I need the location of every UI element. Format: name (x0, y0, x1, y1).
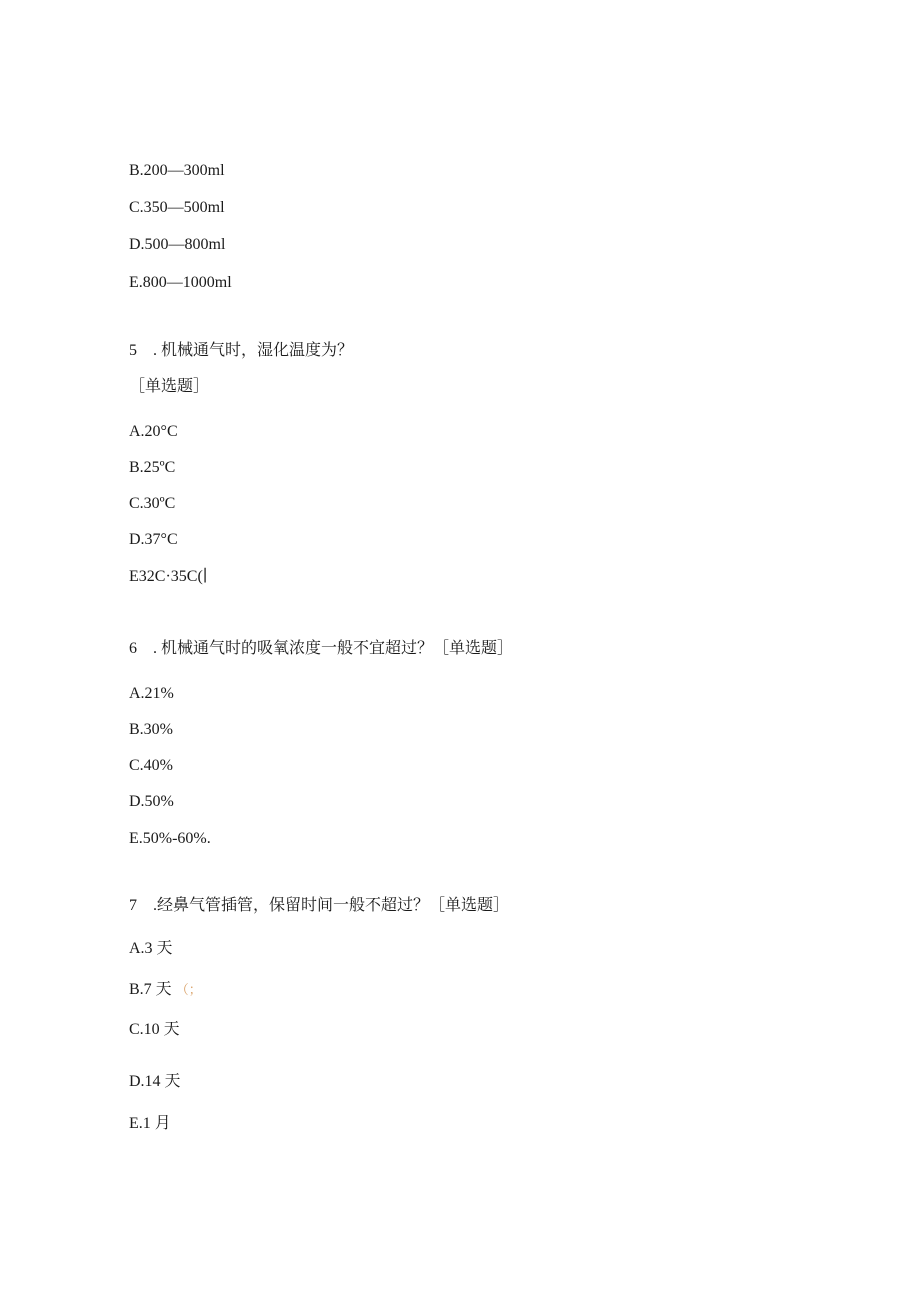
q6-stem (129, 639, 513, 659)
q6-option-b: B.30% (129, 721, 173, 738)
q7-number: 7 (129, 897, 137, 914)
q5-stem (129, 341, 353, 361)
q6-option-c: C.40% (129, 757, 173, 774)
q6-number: 6 (129, 640, 137, 657)
q7-option-b-mark: （； (175, 982, 202, 997)
q6-option-e: E.50%-60%. (129, 830, 211, 847)
q7-option-b-row (129, 980, 202, 1000)
q5-option-c: C.30ºC (129, 495, 176, 512)
q7-option-a: A.3 天 (129, 940, 173, 957)
q7-stem (129, 896, 509, 916)
q4-option-c: C.350—500ml (129, 199, 225, 216)
q5-text: . 机械通气时，湿化温度为？ (153, 342, 354, 359)
q4-option-e: E.800—1000ml (129, 274, 232, 291)
q5-type: ［单选题］ (129, 378, 210, 395)
q5-option-a: A.20°C (129, 423, 178, 440)
q7-option-b: B.7 天 (129, 981, 172, 998)
q5-option-d: D.37°C (129, 531, 178, 548)
q6-text: . 机械通气时的吸氧浓度一般不宜超过？［单选题］ (153, 640, 514, 657)
q7-option-c: C.10 天 (129, 1021, 180, 1038)
q7-option-d: D.14 天 (129, 1073, 181, 1090)
q5-option-e: E32C·35C(∣ (129, 568, 208, 585)
q4-option-d: D.500—800ml (129, 236, 226, 253)
q6-option-d: D.50% (129, 793, 174, 810)
q5-option-b: B.25ºC (129, 459, 176, 476)
q7-text: .经鼻气管插管，保留时间一般不超过？［单选题］ (153, 897, 510, 914)
q5-number: 5 (129, 342, 137, 359)
q6-option-a: A.21% (129, 685, 174, 702)
q4-option-b: B.200—300ml (129, 162, 225, 179)
q7-option-e: E.1 月 (129, 1115, 171, 1132)
